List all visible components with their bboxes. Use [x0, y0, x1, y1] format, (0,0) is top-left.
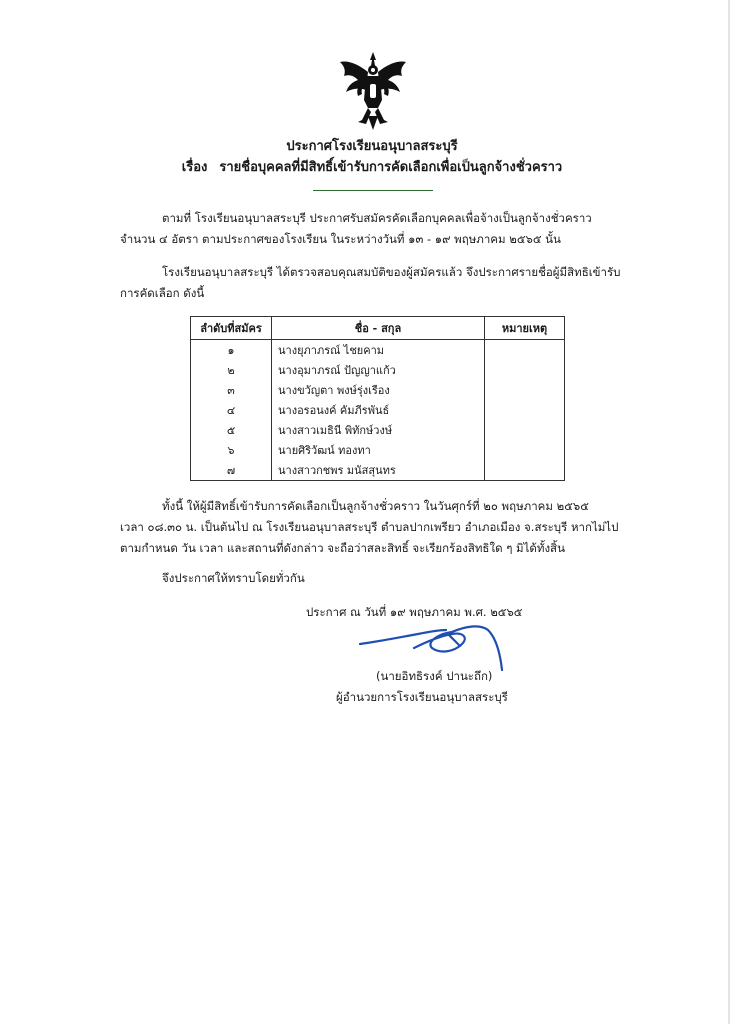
paragraph-1-line-2: จำนวน ๔ อัตรา ตามประกาศของโรงเรียน ในระหว่างวันที่ ๑๓ - ๑๙ พฤษภาคม ๒๕๖๕ นั้น: [120, 232, 561, 246]
announcement-date: ประกาศ ณ วันที่ ๑๙ พฤษภาคม พ.ศ. ๒๕๖๕: [306, 605, 523, 619]
paragraph-2-line-2: การคัดเลือก ดังนี้: [120, 286, 205, 300]
table-row: [191, 360, 565, 380]
cell-name: นางสาวเมธินี พิทักษ์วงษ์: [272, 420, 485, 440]
cell-number: ๔: [191, 400, 272, 420]
cell-note: [485, 380, 565, 400]
closing-line: จึงประกาศให้ทราบโดยทั่วกัน: [162, 571, 305, 585]
paragraph-1-line-1: ตามที่ โรงเรียนอนุบาลสระบุรี ประกาศรับสมัครคัดเลือกบุคคลเพื่อจ้างเป็นลูกจ้างชั่วคราว: [162, 211, 592, 225]
column-header-name: ชื่อ - สกุล: [272, 317, 485, 340]
signer-name: (นายอิทธิรงค์ ปานะถึก): [376, 669, 493, 683]
subject-text: รายชื่อบุคคลที่มีสิทธิ์เข้ารับการคัดเลือกเพื่อเป็นลูกจ้างชั่วคราว: [219, 160, 563, 175]
table-row: [191, 460, 565, 481]
cell-note: [485, 360, 565, 380]
table-row: [191, 400, 565, 420]
cell-name: นางอุมาภรณ์ ปัญญาแก้ว: [272, 360, 485, 380]
cell-number: ๖: [191, 440, 272, 460]
table-row: [191, 340, 565, 361]
cell-name: นางสาวกชพร มนัสสุนทร: [272, 460, 485, 481]
cell-number: ๓: [191, 380, 272, 400]
cell-name: นางยุภาภรณ์ ไชยคาม: [272, 340, 485, 361]
signature-icon: [356, 622, 506, 672]
signer-title: ผู้อำนวยการโรงเรียนอนุบาลสระบุรี: [336, 690, 508, 704]
paragraph-3: [120, 496, 635, 559]
cell-number: ๗: [191, 460, 272, 481]
table-row: [191, 380, 565, 400]
paragraph-3-line-2: เวลา ๐๘.๓๐ น. เป็นต้นไป ณ โรงเรียนอนุบาลสระบุรี ตำบลปากเพรียว อำเภอเมือง จ.สระบุรี หากไม่ไป: [120, 520, 619, 534]
paragraph-3-line-3: ตามกำหนด วัน เวลา และสถานที่ดังกล่าว จะถือว่าสละสิทธิ์ จะเรียกร้องสิทธิใด ๆ มิได้ทั้งสิ้น: [120, 541, 565, 555]
table-header-row: [191, 317, 565, 340]
candidate-table: [190, 316, 565, 481]
title-divider: [313, 190, 433, 191]
paragraph-4: [120, 568, 635, 589]
paragraph-2: [120, 262, 635, 304]
cell-note: [485, 420, 565, 440]
cell-note: [485, 400, 565, 420]
cell-name: นางอรอนงค์ คัมภีรพันธ์: [272, 400, 485, 420]
cell-note: [485, 440, 565, 460]
issuer-line: ประกาศโรงเรียนอนุบาลสระบุรี: [286, 139, 458, 154]
cell-note: [485, 460, 565, 481]
paragraph-2-line-1: โรงเรียนอนุบาลสระบุรี ได้ตรวจสอบคุณสมบัติของผู้สมัครแล้ว จึงประกาศรายชื่อผู้มีสิทธิเข้ารับ: [162, 265, 621, 279]
table-row: [191, 420, 565, 440]
cell-number: ๒: [191, 360, 272, 380]
paragraph-1: [120, 208, 635, 250]
table-row: [191, 440, 565, 460]
subject-label: เรื่อง: [181, 160, 208, 175]
subject-line: [0, 157, 744, 178]
announcement-title: [0, 136, 744, 178]
column-header-number: ลำดับที่สมัคร: [191, 317, 272, 340]
column-header-note: หมายเหตุ: [485, 317, 565, 340]
cell-name: นางขวัญตา พงษ์รุ่งเรือง: [272, 380, 485, 400]
paragraph-3-line-1: ทั้งนี้ ให้ผู้มีสิทธิ์เข้ารับการคัดเลือกเป็นลูกจ้างชั่วคราว ในวันศุกร์ที่ ๒๐ พฤษภาคม ๒๕๖๕: [162, 499, 589, 513]
cell-name: นายศิริวัฒน์ ทองทา: [272, 440, 485, 460]
cell-number: ๑: [191, 340, 272, 361]
cell-note: [485, 340, 565, 361]
garuda-emblem-icon: [338, 50, 408, 132]
cell-number: ๕: [191, 420, 272, 440]
